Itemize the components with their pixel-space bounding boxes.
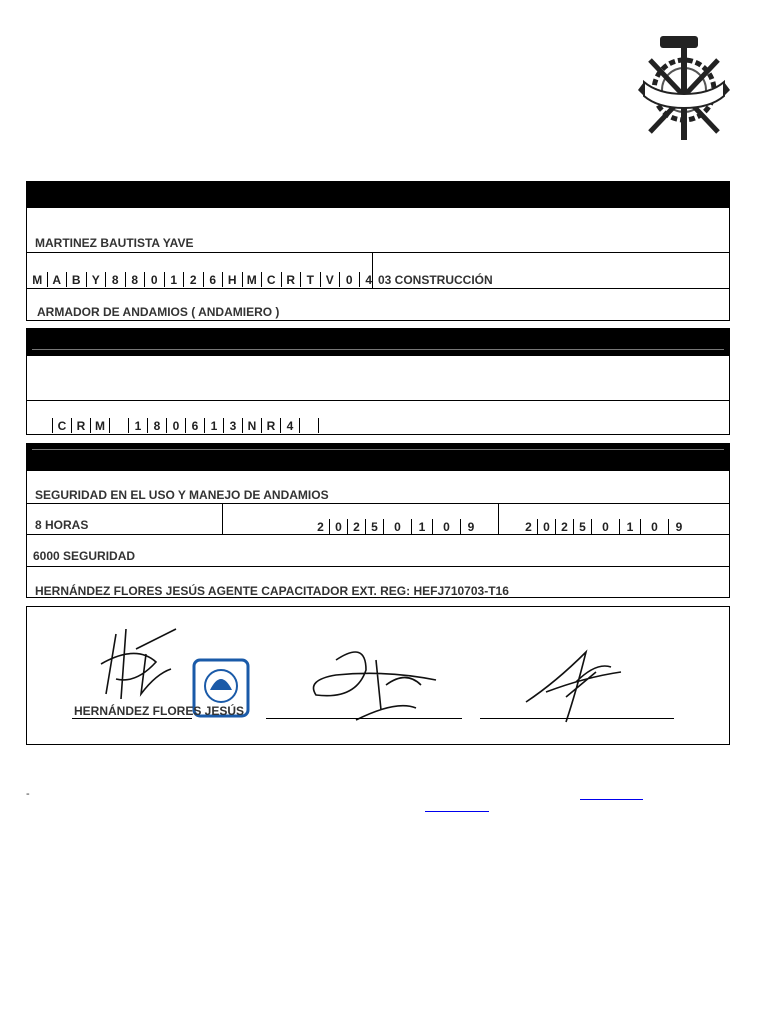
char-cell: M — [90, 418, 109, 433]
section-header-course — [26, 443, 730, 471]
char-cell: R — [71, 418, 90, 433]
char-cell: 2 — [555, 519, 573, 534]
char-cell: 8 — [105, 272, 125, 287]
char-cell: R — [281, 272, 301, 287]
char-cell: Y — [86, 272, 106, 287]
char-cell: 1 — [619, 519, 640, 534]
char-cell: 0 — [640, 519, 668, 534]
footer-dash: - — [26, 788, 30, 800]
char-cell: 1 — [128, 418, 147, 433]
char-cell: A — [47, 272, 67, 287]
char-cell — [318, 418, 337, 433]
char-cell: 0 — [591, 519, 619, 534]
employer-signature — [516, 642, 636, 726]
char-cell: 0 — [166, 418, 185, 433]
char-cell: 8 — [147, 418, 166, 433]
worker-position: ARMADOR DE ANDAMIOS ( ANDAMIERO ) — [37, 305, 280, 319]
course-instructor: HERNÁNDEZ FLORES JESÚS AGENTE CAPACITADOR EXT. REG: HEFJ710703-T16 — [35, 584, 509, 598]
char-cell: 2 — [525, 520, 532, 534]
char-cell — [34, 418, 52, 433]
worker-occupation: 03 CONSTRUCCIÓN — [378, 273, 493, 287]
instructor-name: HERNÁNDEZ FLORES JESÚS — [74, 704, 245, 718]
char-cell: 6 — [203, 272, 223, 287]
char-cell: 4 — [280, 418, 299, 433]
char-cell: H — [222, 272, 242, 287]
company-rfc — [34, 418, 337, 433]
char-cell: 0 — [329, 519, 347, 534]
section-header-worker — [26, 181, 730, 208]
footer-link-1[interactable] — [425, 811, 489, 812]
char-cell: C — [261, 272, 281, 287]
course-area: 6000 SEGURIDAD — [33, 549, 136, 563]
course-name: SEGURIDAD EN EL USO Y MANEJO DE ANDAMIOS — [35, 488, 329, 502]
char-cell: 5 — [573, 519, 591, 534]
char-cell: 5 — [365, 519, 383, 534]
char-cell: 0 — [144, 272, 164, 287]
worker-name: MARTINEZ BAUTISTA YAVE — [35, 236, 194, 250]
section-header-company — [26, 328, 730, 356]
char-cell: 2 — [183, 272, 203, 287]
char-cell: V — [320, 272, 340, 287]
char-cell: 3 — [223, 418, 242, 433]
char-cell: M — [242, 272, 262, 287]
char-cell: 1 — [164, 272, 184, 287]
char-cell — [109, 418, 128, 433]
char-cell: 0 — [339, 272, 359, 287]
course-duration: 8 HORAS — [35, 518, 89, 532]
char-cell: 0 — [432, 519, 460, 534]
char-cell: 0 — [383, 519, 411, 534]
course-end-date — [520, 519, 689, 534]
instructor-signature — [96, 624, 186, 704]
char-cell: 2 — [317, 520, 324, 534]
char-cell: 8 — [125, 272, 145, 287]
char-cell: B — [66, 272, 86, 287]
worker-signature — [306, 640, 446, 730]
hammer-pickaxe-chain-emblem-icon — [638, 32, 730, 144]
char-cell: N — [242, 418, 261, 433]
char-cell: 6 — [185, 418, 204, 433]
footer-link-2[interactable] — [580, 799, 643, 800]
char-cell: T — [300, 272, 320, 287]
course-start-date — [312, 519, 481, 534]
char-cell: M — [32, 273, 43, 287]
char-cell: 4 — [359, 272, 379, 287]
char-cell: 1 — [204, 418, 223, 433]
char-cell: 9 — [460, 519, 481, 534]
char-cell: 1 — [411, 519, 432, 534]
char-cell: 9 — [668, 519, 689, 534]
char-cell — [299, 418, 318, 433]
char-cell: R — [261, 418, 280, 433]
char-cell: C — [52, 418, 71, 433]
char-cell: 0 — [537, 519, 555, 534]
char-cell: 2 — [347, 519, 365, 534]
worker-curp — [28, 272, 378, 287]
